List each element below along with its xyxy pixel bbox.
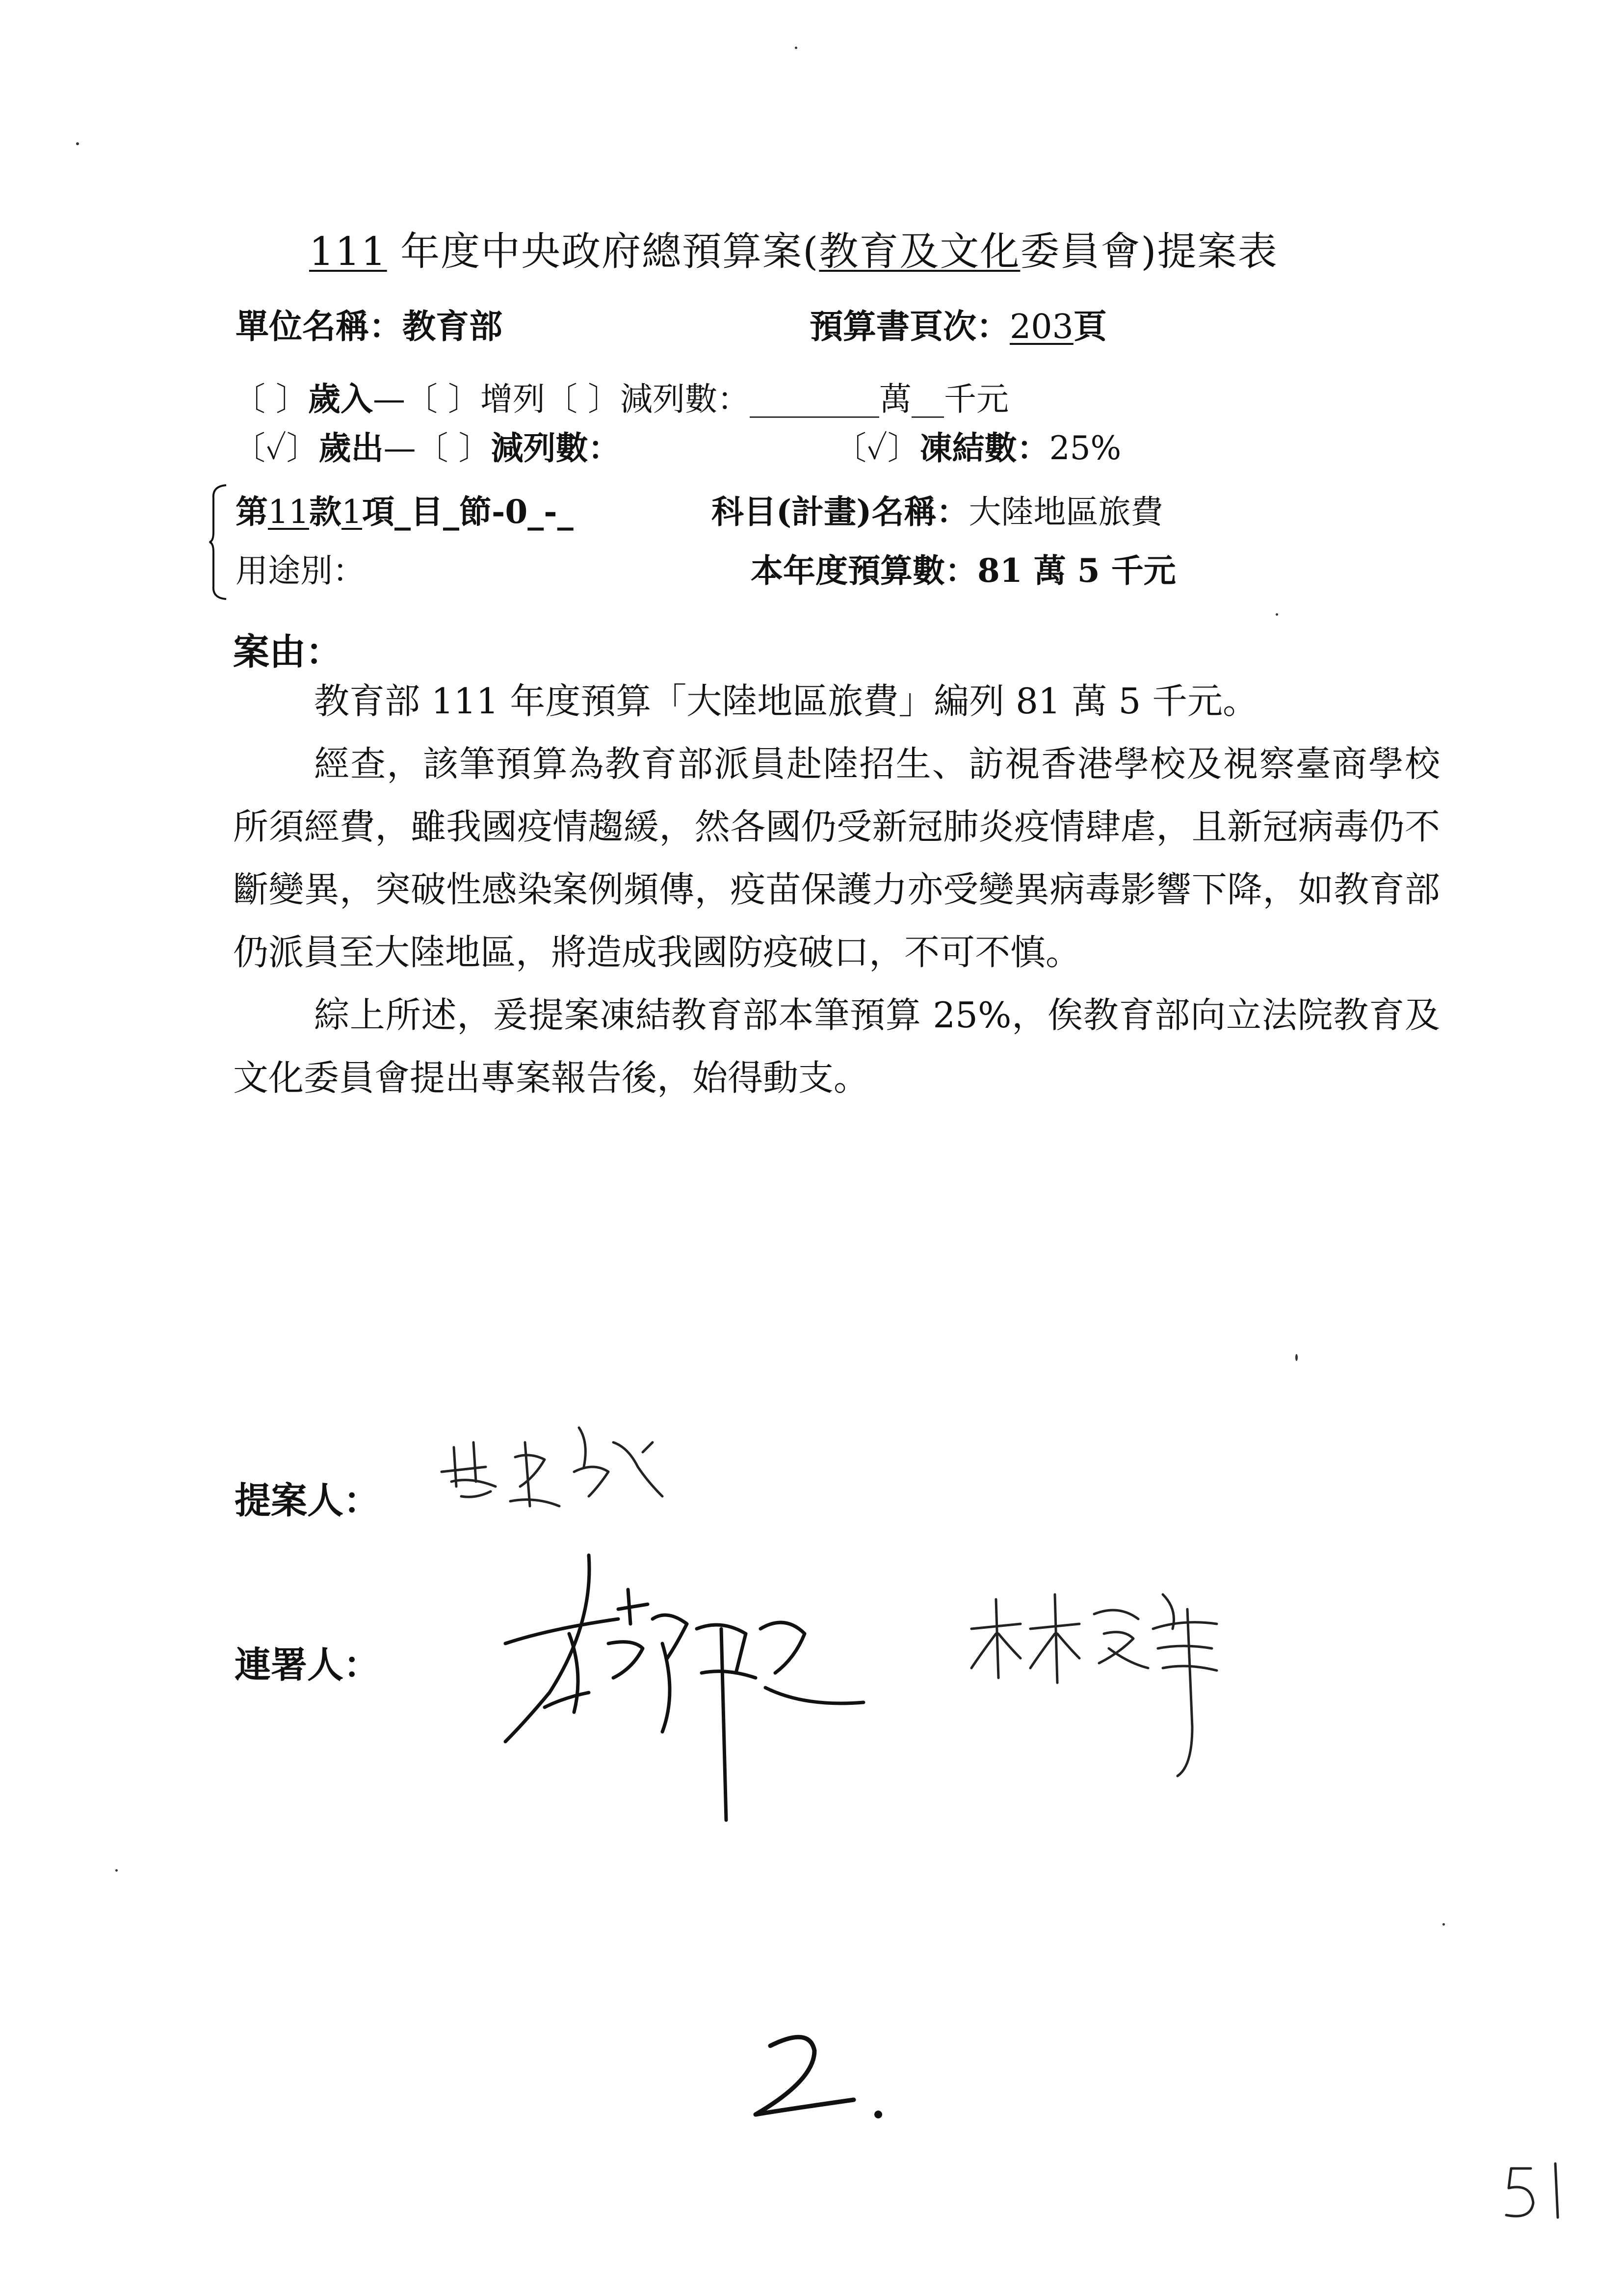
scan-speck bbox=[1442, 1923, 1445, 1926]
revenue-blank2: __ bbox=[911, 380, 944, 418]
amount-label: 本年度預算數： bbox=[751, 551, 977, 590]
item-line bbox=[236, 486, 574, 532]
freeze-checkbox: 〔✓〕 bbox=[834, 429, 920, 467]
subject-name bbox=[711, 486, 1163, 532]
scan-speck bbox=[795, 47, 797, 49]
expense-checkbox: 〔✓〕 bbox=[233, 429, 319, 467]
reason-paragraph: 經查，該筆預算為教育部派員赴陸招生、訪視香港學校及視察臺商學校所須經費，雖我國疫情趨緩，然各國仍受新冠肺炎疫情肆虐，且新冠病毒仍不斷變異，突破性感染案例頻傳，疫苗保護力亦受變異病毒影響下降，如教育部仍派員至大陸地區，將造成我國防疫破口，不可不慎。 bbox=[233, 743, 1440, 973]
revenue-dash: — bbox=[372, 380, 405, 418]
decrease-checkbox: 〔 〕 bbox=[545, 380, 620, 418]
page-ref-value: 203 bbox=[1010, 308, 1074, 346]
kuan-label: 款 bbox=[309, 493, 341, 531]
revenue-wan: 萬 bbox=[879, 380, 912, 418]
freeze-label: 凍結數： bbox=[919, 429, 1049, 467]
title-committee: 教育及文化 bbox=[819, 229, 1021, 274]
xiang-label: 項_目_節-0_-_ bbox=[362, 493, 574, 531]
reason-paragraph: 教育部 111 年度預算「大陸地區旅費」編列 81 萬 5 千元。 bbox=[314, 680, 1258, 722]
increase-checkbox: 〔 〕 bbox=[405, 380, 480, 418]
document-title bbox=[309, 220, 1278, 276]
usage-type bbox=[236, 545, 365, 591]
page-ref-label: 預算書頁次： bbox=[810, 307, 1010, 346]
revenue-blank: ________ bbox=[749, 380, 879, 418]
unit-label: 單位名稱： bbox=[236, 307, 403, 346]
revenue-checkbox: 〔 〕 bbox=[233, 380, 308, 418]
expense-line bbox=[233, 422, 621, 469]
expense-decrease-label: 減列數： bbox=[491, 429, 621, 467]
kuan-number: 11 bbox=[268, 493, 309, 531]
reason-paragraph: 綜上所述，爰提案凍結教育部本筆預算 25%，俟教育部向立法院教育及文化委員會提出專案報告後，始得動支。 bbox=[233, 994, 1440, 1098]
budget-amount bbox=[751, 545, 1176, 591]
usage-label: 用途別： bbox=[236, 552, 365, 590]
xiang-number: 1 bbox=[341, 493, 362, 531]
page-number bbox=[1496, 2159, 1585, 2227]
subject-value: 大陸地區旅費 bbox=[969, 493, 1163, 531]
revenue-label: 歲入 bbox=[308, 380, 373, 418]
revenue-decrease-label: 減列數： bbox=[620, 380, 750, 418]
freeze-amount bbox=[834, 422, 1121, 469]
proposer-label: 提案人： bbox=[235, 1480, 380, 1522]
cosigner-label: 連署人： bbox=[235, 1644, 380, 1686]
reason-label: 案由： bbox=[233, 631, 342, 673]
subject-label: 科目(計畫)名稱： bbox=[711, 493, 969, 531]
cosigner-signature-1 bbox=[491, 1545, 873, 1840]
scan-speck bbox=[1295, 1354, 1298, 1361]
expense-label: 歲出 bbox=[318, 429, 384, 467]
proposer-signature bbox=[432, 1413, 687, 1531]
unit-name bbox=[236, 300, 502, 348]
cosigner-signature-2 bbox=[962, 1580, 1236, 1786]
title-part1: 年度中央政府總預算案( bbox=[400, 229, 819, 274]
revenue-thousand: 千元 bbox=[943, 380, 1009, 418]
scan-speck bbox=[115, 1869, 118, 1872]
handwritten-number bbox=[736, 2026, 893, 2154]
budget-page-ref bbox=[810, 300, 1107, 348]
title-year: 111 bbox=[309, 229, 387, 274]
freeze-value: 25% bbox=[1049, 429, 1122, 467]
unit-value: 教育部 bbox=[402, 307, 503, 346]
expense-decrease-checkbox: 〔 〕 bbox=[416, 429, 491, 467]
title-part2: 委員會)提案表 bbox=[1020, 229, 1278, 274]
page-ref-suffix: 頁 bbox=[1073, 307, 1107, 346]
scan-speck bbox=[76, 142, 79, 145]
increase-label: 增列 bbox=[480, 380, 545, 418]
scan-speck bbox=[1276, 613, 1278, 616]
revenue-line bbox=[233, 373, 1009, 419]
amount-value: 81 萬 5 千元 bbox=[977, 551, 1176, 590]
expense-dash: — bbox=[383, 429, 416, 467]
left-brace bbox=[209, 483, 228, 601]
kuan-prefix: 第 bbox=[236, 493, 268, 531]
